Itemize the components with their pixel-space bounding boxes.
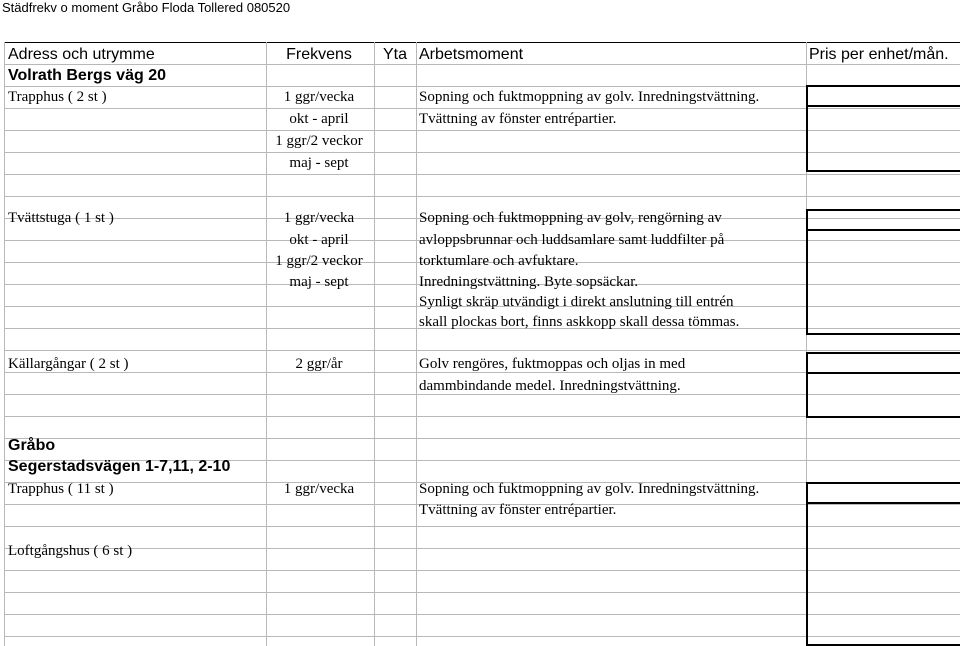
room-label: Källargångar ( 2 st ) (8, 356, 129, 372)
price-box[interactable] (806, 482, 960, 504)
frequency-value: 1 ggr/2 veckor (275, 133, 363, 149)
header-price: Pris per enhet/mån. (809, 46, 949, 63)
price-box[interactable] (806, 352, 960, 374)
price-box[interactable] (806, 107, 960, 172)
task-text: avloppsbrunnar och luddsamlare samt luddfilter på (419, 232, 725, 248)
frequency-value: 1 ggr/vecka (283, 481, 355, 497)
section-city: Gråbo (8, 437, 56, 454)
frequency-value: okt - april (289, 232, 349, 248)
task-text: Sopning och fuktmoppning av golv. Inredningstvättning. (419, 89, 760, 105)
room-label: Trapphus ( 11 st ) (8, 481, 114, 497)
price-box[interactable] (806, 231, 960, 335)
document-title: Städfrekv o moment Gråbo Floda Tollered 080520 (2, 0, 291, 15)
frequency-value: maj - sept (289, 155, 349, 171)
price-box[interactable] (806, 504, 960, 646)
frequency-value: 1 ggr/2 veckor (275, 253, 363, 269)
task-text: Tvättning av fönster entrépartier. (419, 502, 617, 518)
header-address: Adress och utrymme (8, 46, 155, 63)
frequency-value: 1 ggr/vecka (283, 89, 355, 105)
price-box[interactable] (806, 209, 960, 231)
room-label: Loftgångshus ( 6 st ) (8, 543, 133, 559)
price-box[interactable] (806, 374, 960, 418)
task-text: Synligt skräp utvändigt i direkt anslutning till entrén (419, 294, 734, 310)
frequency-value: maj - sept (289, 274, 349, 290)
section-address: Volrath Bergs väg 20 (8, 67, 166, 84)
section-address: Segerstadsvägen 1-7,11, 2-10 (8, 458, 231, 475)
task-text: Tvättning av fönster entrépartier. (419, 111, 617, 127)
room-label: Trapphus ( 2 st ) (8, 89, 107, 105)
room-label: Tvättstuga ( 1 st ) (8, 210, 114, 226)
header-frequency: Frekvens (286, 46, 352, 63)
task-text: Sopning och fuktmoppning av golv, rengörning av (419, 210, 722, 226)
task-text: torktumlare och avfuktare. (419, 253, 579, 269)
header-task: Arbetsmoment (419, 46, 524, 63)
task-text: skall plockas bort, finns askkopp skall dessa tömmas. (419, 314, 740, 330)
price-box[interactable] (806, 85, 960, 107)
task-text: Sopning och fuktmoppning av golv. Inredningstvättning. (419, 481, 760, 497)
task-text: Inredningstvättning. Byte sopsäckar. (419, 274, 639, 290)
header-area: Yta (382, 46, 407, 63)
frequency-value: 2 ggr/år (295, 356, 343, 372)
frequency-value: okt - april (289, 111, 349, 127)
frequency-value: 1 ggr/vecka (283, 210, 355, 226)
task-text: dammbindande medel. Inredningstvättning. (419, 378, 681, 394)
task-text: Golv rengöres, fuktmoppas och oljas in med (419, 356, 686, 372)
